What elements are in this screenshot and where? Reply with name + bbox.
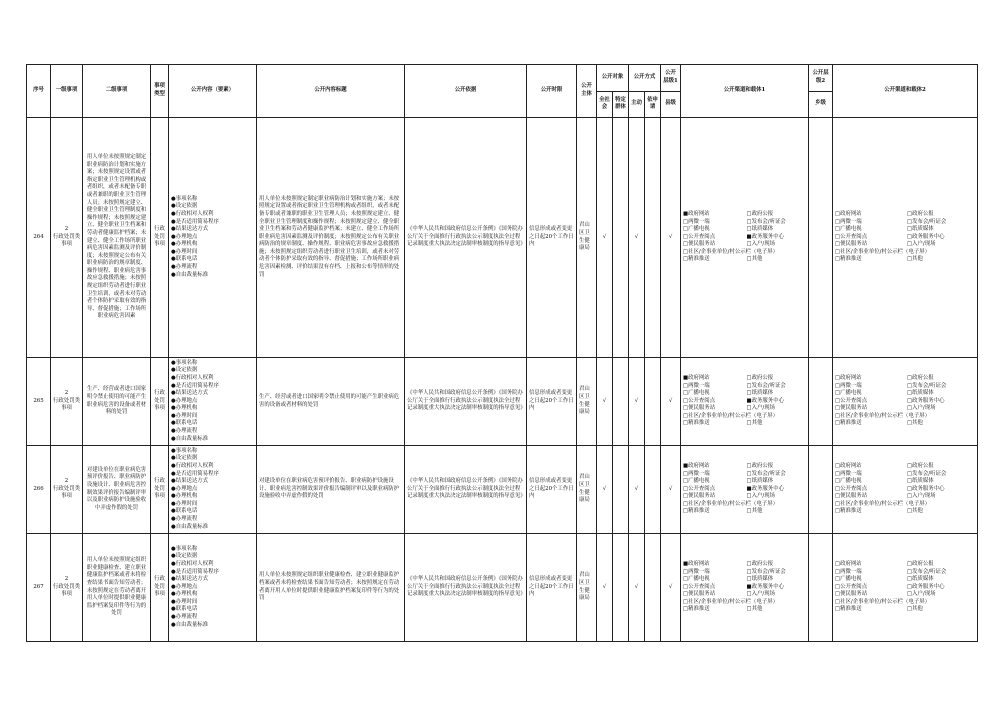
cell-content <box>169 534 257 642</box>
channel-grid <box>683 211 806 264</box>
content-item: ●办理时间 <box>171 248 198 255</box>
cell-county: √ <box>661 358 681 446</box>
content-item: ●结果送达方式 <box>171 390 209 397</box>
channel-option: □发布会/听证会 <box>746 568 786 575</box>
content-item: ●行政相对人权利 <box>171 462 214 469</box>
content-item: ●事项名称 <box>171 359 198 366</box>
channel-option: □纸质媒体 <box>746 226 774 233</box>
channel-option: □其他 <box>746 606 763 613</box>
header-basis: 公开依据 <box>405 65 527 118</box>
cell-target-specific <box>613 446 629 534</box>
header-level1-sub: 县级 <box>661 91 681 118</box>
cell-township <box>809 358 833 446</box>
cell-county: √ <box>661 534 681 642</box>
cell-basis: 《中华人民共和国政府信息公开条例》《国务院办公厅关于全面推行行政执法公示制度执法全过程记录制度重大执法决定法制审核制度的指导意见》 <box>405 118 527 358</box>
cell-time: 信息形成或者变更之日起20个工作日内 <box>527 534 577 642</box>
channel-option: □其他 <box>746 420 763 427</box>
content-item: ●办理地点 <box>171 485 198 492</box>
header-target-all: 全社会 <box>597 91 613 118</box>
channel-option: □精准推送 <box>835 508 862 515</box>
channel-option: □政府公报 <box>746 560 774 567</box>
content-item: ●设定依据 <box>171 455 198 462</box>
channel-option: □公开查阅点 <box>835 233 868 240</box>
channel-option: □两微一端 <box>835 218 862 225</box>
channel-option: □精准推送 <box>683 606 710 613</box>
cell-level1: 2 行政处罚类事项 <box>51 358 83 446</box>
channel-option: □社区/企事业单位/村公示栏（电子屏） <box>835 500 931 507</box>
cell-seq: 267 <box>27 534 51 642</box>
channel-option: □公开查阅点 <box>835 583 868 590</box>
channel-option: □便民服务站 <box>683 493 716 500</box>
disclosure-table <box>26 64 978 642</box>
content-item: ●自由裁量标准 <box>171 523 209 530</box>
content-item: ●行政相对人权利 <box>171 560 214 567</box>
channel-option: □社区/企事业单位/村公示栏（电子屏） <box>835 412 931 419</box>
content-item: ●联系电话 <box>171 508 198 515</box>
content-list <box>171 546 254 630</box>
header-level1: 一级事项 <box>51 65 83 118</box>
table-row <box>27 446 978 534</box>
content-item: ●行政相对人权利 <box>171 374 214 381</box>
cell-channel2 <box>833 534 978 642</box>
content-item: ●自由裁量标准 <box>171 621 209 628</box>
channel-grid <box>683 561 806 614</box>
cell-county: √ <box>661 118 681 358</box>
channel-option: □政府网站 <box>835 560 862 567</box>
channel-option: □公开查阅点 <box>683 233 716 240</box>
channel-option: □广播电视 <box>835 390 862 397</box>
channel-option: □政府公报 <box>746 374 774 381</box>
table-row <box>27 358 978 446</box>
channel-option: □纸质媒体 <box>907 576 934 583</box>
cell-level2: 用人单位未按照规定组织职业健康检查、建立职业健康监护档案或者未将检查结果书面告知劳动者；未按照规定在劳动者离开用人单位时提供职业健康监护档案复印件等行为的处罚 <box>83 534 151 642</box>
channel-option: □广播电视 <box>683 226 710 233</box>
channel-option: □两微一端 <box>683 218 710 225</box>
content-item: ●办理机构 <box>171 591 198 598</box>
channel-option: □公开查阅点 <box>835 485 868 492</box>
cell-subject: 君山区卫生健康局 <box>577 446 597 534</box>
channel-option: □纸质媒体 <box>907 478 934 485</box>
channel-option: □两微一端 <box>683 382 710 389</box>
cell-township <box>809 118 833 358</box>
channel-option: □纸质媒体 <box>907 226 934 233</box>
content-item: ●是否适用简易程序 <box>171 382 219 389</box>
channel-option: □精准推送 <box>835 606 862 613</box>
cell-county: √ <box>661 446 681 534</box>
content-item: ●办理机构 <box>171 241 198 248</box>
table-body <box>27 118 978 642</box>
channel-option: □两微一端 <box>835 568 862 575</box>
cell-level1: 2 行政处罚类事项 <box>51 446 83 534</box>
header-type: 事项类型 <box>151 65 169 118</box>
content-item: ●是否适用简易程序 <box>171 568 219 575</box>
channel-option: ■政府网站 <box>683 210 710 217</box>
channel-option: □政府公报 <box>907 210 934 217</box>
table-row <box>27 534 978 642</box>
cell-township <box>809 446 833 534</box>
cell-basis: 《中华人民共和国政府信息公开条例》《国务院办公厅关于全面推行行政执法公示制度执法全过程记录制度重大执法决定法制审核制度的指导意见》 <box>405 534 527 642</box>
channel-option: □便民服务站 <box>835 591 868 598</box>
channel-option: □发布会/听证会 <box>746 470 786 477</box>
content-item: ●结果送达方式 <box>171 226 209 233</box>
cell-method-active: √ <box>629 118 645 358</box>
header-method-apply: 依申请 <box>645 91 661 118</box>
cell-basis: 《中华人民共和国政府信息公开条例》《国务院办公厅关于全面推行行政执法公示制度执法全过程记录制度重大执法决定法制审核制度的指导意见》 <box>405 358 527 446</box>
cell-target-specific <box>613 534 629 642</box>
channel-option: □其他 <box>907 256 923 263</box>
channel-option: □便民服务站 <box>835 241 868 248</box>
content-item: ●结果送达方式 <box>171 576 209 583</box>
channel-option: □发布会/听证会 <box>907 470 947 477</box>
channel-option: □入户/现场 <box>907 241 936 248</box>
content-item: ●自由裁量标准 <box>171 435 209 442</box>
channel-option: □精准推送 <box>683 508 710 515</box>
channel-option: □精准推送 <box>835 420 862 427</box>
channel-option: □精准推送 <box>683 256 710 263</box>
cell-title: 用人单位未按照规定制定职业病防治计划和实施方案；未按照规定设置或者指定职业卫生管理机构或者组织，或者未配备专职或者兼职的职业卫生管理人员；未按照规定建立、健全职业卫生管理制度和操作规程；未按照规定建立、健全职业卫生档案和劳动者健康监护档案；未建立、健全工作场所职业病危害因素监测及评价制度；未按照规定公布有关职业病防治的规章制度、操作规程、职业病危害事故应急救援措施；未按照规定组织劳动者进行职业卫生培训，或者未对劳动者个体防护采取有效的指导、督促措施；工作场所职业病危害因素检测、评价结果没有存档、上报和公布等情形的处罚 <box>257 118 405 358</box>
channel-option: □政府网站 <box>835 462 862 469</box>
content-item: ●事项名称 <box>171 195 198 202</box>
header-target: 公开对象 <box>597 65 629 92</box>
header-level2-label: 公开层级2 <box>809 65 833 92</box>
content-item: ●办理流程 <box>171 264 198 271</box>
cell-time: 信息形成或者变更之日起20个工作日内 <box>527 446 577 534</box>
content-list <box>171 448 254 532</box>
channel-option: □政府公报 <box>907 560 934 567</box>
channel-option: □两微一端 <box>683 568 710 575</box>
content-item: ●设定依据 <box>171 553 198 560</box>
cell-title: 对建设单位在职业病危害预评价报告、职业病防护设施设计、职业病危害控制效果评价报告编制评审以及职业病防护设施验收中弄虚作假的处罚 <box>257 446 405 534</box>
content-item: ●办理流程 <box>171 516 198 523</box>
channel-option: □发布会/听证会 <box>746 218 786 225</box>
content-item: ●结果送达方式 <box>171 478 209 485</box>
content-item: ●办理时间 <box>171 598 198 605</box>
channel-option: □入户/现场 <box>746 405 776 412</box>
channel-option: □政府公报 <box>907 374 934 381</box>
channel-option: □入户/现场 <box>746 241 776 248</box>
channel-option: □公开查阅点 <box>835 397 868 404</box>
content-item: ●办理时间 <box>171 500 198 507</box>
channel-option: □两微一端 <box>683 470 710 477</box>
cell-title: 用人单位未按照规定组织职业健康检查、建立职业健康监护档案或者未将检查结果书面告知劳动者；未按照规定在劳动者离开用人单位时提供职业健康监护档案复印件等行为的处罚 <box>257 534 405 642</box>
cell-time: 信息形成或者变更之日起20个工作日内 <box>527 358 577 446</box>
channel-option: □发布会/听证会 <box>746 382 786 389</box>
content-item: ●联系电话 <box>171 420 198 427</box>
content-item: ●办理机构 <box>171 405 198 412</box>
channel-option: □精准推送 <box>683 420 710 427</box>
content-item: ●是否适用简易程序 <box>171 218 219 225</box>
cell-seq: 265 <box>27 358 51 446</box>
header-time: 公开时限 <box>527 65 577 118</box>
cell-content <box>169 118 257 358</box>
cell-target-all: √ <box>597 358 613 446</box>
header-subject: 公开主体 <box>577 65 597 118</box>
content-list <box>171 196 254 280</box>
header-channel2: 公开渠道和载体2 <box>833 65 978 118</box>
channel-grid <box>835 211 975 264</box>
header-basis-title: 公开内容标题 <box>257 65 405 118</box>
header-level1-label: 公开层级1 <box>661 65 681 92</box>
cell-channel2 <box>833 446 978 534</box>
cell-type: 行政处罚事项 <box>151 534 169 642</box>
cell-method-apply <box>645 358 661 446</box>
channel-option: □纸质媒体 <box>907 390 934 397</box>
channel-option: □发布会/听证会 <box>907 568 947 575</box>
content-item: ●联系电话 <box>171 606 198 613</box>
cell-level1: 2 行政处罚类事项 <box>51 118 83 358</box>
cell-content <box>169 446 257 534</box>
channel-option: □广播电视 <box>683 478 710 485</box>
channel-option: ■政务服务中心 <box>746 583 784 590</box>
channel-option: ■政务服务中心 <box>746 233 784 240</box>
cell-township <box>809 534 833 642</box>
channel-grid <box>683 375 806 428</box>
channel-option: □广播电视 <box>683 390 710 397</box>
channel-option: □发布会/听证会 <box>907 382 947 389</box>
channel-option: □社区/企事业单位/村公示栏（电子屏） <box>835 598 931 605</box>
channel-option: ■政务服务中心 <box>746 485 784 492</box>
content-item: ●办理流程 <box>171 614 198 621</box>
channel-option: □政府公报 <box>907 462 934 469</box>
channel-option: □入户/现场 <box>746 591 776 598</box>
channel-option: □广播电视 <box>835 576 862 583</box>
channel-option: □公开查阅点 <box>683 583 716 590</box>
content-item: ●行政相对人权利 <box>171 210 214 217</box>
channel-option: □政府网站 <box>835 210 862 217</box>
channel-option: □其他 <box>907 606 923 613</box>
channel-option: □入户/现场 <box>907 493 936 500</box>
cell-subject: 君山区卫生健康局 <box>577 118 597 358</box>
header-method: 公开方式 <box>629 65 661 92</box>
channel-option: ■政府网站 <box>683 462 710 469</box>
channel-option: □纸质媒体 <box>746 390 774 397</box>
channel-option: □政务服务中心 <box>907 583 945 590</box>
header-method-active: 主动 <box>629 91 645 118</box>
table-row <box>27 118 978 358</box>
header-level2: 二级事项 <box>83 65 151 118</box>
channel-option: □便民服务站 <box>835 493 868 500</box>
channel-option: □广播电视 <box>683 576 710 583</box>
cell-level2: 生产、经营或者进口国家明令禁止使用的可能产生职业病危害的设备或者材料的处罚 <box>83 358 151 446</box>
channel-option: □便民服务站 <box>683 591 716 598</box>
channel-option: □精准推送 <box>835 256 862 263</box>
cell-type: 行政处罚事项 <box>151 358 169 446</box>
cell-content <box>169 358 257 446</box>
cell-level1: 2 行政处罚类事项 <box>51 534 83 642</box>
content-item: ●办理时间 <box>171 412 198 419</box>
cell-channel2 <box>833 358 978 446</box>
channel-option: □社区/企事业单位/村公示栏（电子屏） <box>835 248 931 255</box>
cell-target-all: √ <box>597 446 613 534</box>
channel-option: □其他 <box>907 508 923 515</box>
cell-time: 信息形成或者变更之日起20个工作日内 <box>527 118 577 358</box>
cell-level2: 对建设单位在职业病危害预评价报告、职业病防护设施设计、职业病危害控制效果评价报告编制评审以及职业病防护设施验收中弄虚作假的处罚 <box>83 446 151 534</box>
content-item: ●事项名称 <box>171 545 198 552</box>
channel-option: □入户/现场 <box>907 405 936 412</box>
cell-method-active: √ <box>629 358 645 446</box>
content-item: ●办理流程 <box>171 428 198 435</box>
channel-option: □公开查阅点 <box>683 485 716 492</box>
cell-channel1 <box>681 446 809 534</box>
cell-type: 行政处罚事项 <box>151 118 169 358</box>
cell-method-apply <box>645 446 661 534</box>
channel-option: □公开查阅点 <box>683 397 716 404</box>
cell-channel1 <box>681 534 809 642</box>
content-item: ●办理地点 <box>171 397 198 404</box>
channel-option: □便民服务站 <box>683 405 716 412</box>
cell-type: 行政处罚事项 <box>151 446 169 534</box>
channel-option: □广播电视 <box>835 226 862 233</box>
channel-option: □广播电视 <box>835 478 862 485</box>
cell-method-active: √ <box>629 534 645 642</box>
cell-level2: 用人单位未按照规定制定职业病防治计划和实施方案；未按照规定设置或者指定职业卫生管理机构或者组织，或者未配备专职或者兼职的职业卫生管理人员；未按照规定建立、健全职业卫生管理制度和操作规程；未按照规定建立、健全职业卫生档案和劳动者健康监护档案；未建立、健全工作场所职业病危害因素监测及评价制度；未按照规定公布有关职业病防治的规章制度、操作规程、职业病危害事故应急救援措施；未按照规定组织劳动者进行职业卫生培训，或者未对劳动者个体防护采取有效的指导、督促措施；工作场所职业病危害因素 <box>83 118 151 358</box>
header-seq: 序号 <box>27 65 51 118</box>
channel-option: □入户/现场 <box>746 493 776 500</box>
channel-option: □政府公报 <box>746 210 774 217</box>
cell-target-all: √ <box>597 534 613 642</box>
cell-subject: 君山区卫生健康局 <box>577 534 597 642</box>
cell-channel1 <box>681 358 809 446</box>
content-item: ●办理地点 <box>171 583 198 590</box>
cell-method-active: √ <box>629 446 645 534</box>
cell-method-apply <box>645 118 661 358</box>
channel-option: □社区/企事业单位/村公示栏（电子屏） <box>683 248 779 255</box>
cell-basis: 《中华人民共和国政府信息公开条例》《国务院办公厅关于全面推行行政执法公示制度执法全过程记录制度重大执法决定法制审核制度的指导意见》 <box>405 446 527 534</box>
channel-grid <box>835 463 975 516</box>
channel-option: ■政府网站 <box>683 560 710 567</box>
cell-seq: 264 <box>27 118 51 358</box>
channel-option: □政府网站 <box>835 374 862 381</box>
channel-option: □纸质媒体 <box>746 576 774 583</box>
cell-target-all: √ <box>597 118 613 358</box>
channel-option: □发布会/听证会 <box>907 218 947 225</box>
header-row-1 <box>27 65 978 92</box>
cell-title: 生产、经营或者进口国家明令禁止使用的可能产生职业病危害的设备或者材料的处罚 <box>257 358 405 446</box>
channel-option: ■政务服务中心 <box>746 397 784 404</box>
channel-option: □其他 <box>907 420 923 427</box>
cell-method-apply <box>645 534 661 642</box>
header-target-specific: 特定群体 <box>613 91 629 118</box>
content-item: ●设定依据 <box>171 367 198 374</box>
content-item: ●事项名称 <box>171 447 198 454</box>
content-item: ●自由裁量标准 <box>171 271 209 278</box>
content-item: ●联系电话 <box>171 256 198 263</box>
cell-channel1 <box>681 118 809 358</box>
cell-subject: 君山区卫生健康局 <box>577 358 597 446</box>
cell-target-specific <box>613 118 629 358</box>
channel-option: □政务服务中心 <box>907 233 945 240</box>
channel-option: □入户/现场 <box>907 591 936 598</box>
header-level2-sub: 乡级 <box>809 91 833 118</box>
content-item: ●办理机构 <box>171 493 198 500</box>
channel-option: □两微一端 <box>835 382 862 389</box>
channel-option: □便民服务站 <box>835 405 868 412</box>
cell-channel2 <box>833 118 978 358</box>
channel-grid <box>835 375 975 428</box>
content-item: ●设定依据 <box>171 203 198 210</box>
channel-option: □社区/企事业单位/村公示栏（电子屏） <box>683 412 779 419</box>
header-content: 公开内容（要素） <box>169 65 257 118</box>
header-channel1: 公开渠道和载体1 <box>681 65 809 118</box>
channel-option: □纸质媒体 <box>746 478 774 485</box>
channel-option: □政务服务中心 <box>907 485 945 492</box>
cell-target-specific <box>613 358 629 446</box>
channel-option: □政府公报 <box>746 462 774 469</box>
content-list <box>171 360 254 444</box>
channel-grid <box>835 561 975 614</box>
channel-option: □政务服务中心 <box>907 397 945 404</box>
channel-option: ■政府网站 <box>683 374 710 381</box>
channel-option: □社区/企事业单位/村公示栏（电子屏） <box>683 500 779 507</box>
channel-option: □其他 <box>746 256 763 263</box>
channel-option: □两微一端 <box>835 470 862 477</box>
channel-option: □社区/企事业单位/村公示栏（电子屏） <box>683 598 779 605</box>
content-item: ●是否适用简易程序 <box>171 470 219 477</box>
channel-option: □其他 <box>746 508 763 515</box>
cell-seq: 266 <box>27 446 51 534</box>
channel-grid <box>683 463 806 516</box>
content-item: ●办理地点 <box>171 233 198 240</box>
channel-option: □便民服务站 <box>683 241 716 248</box>
